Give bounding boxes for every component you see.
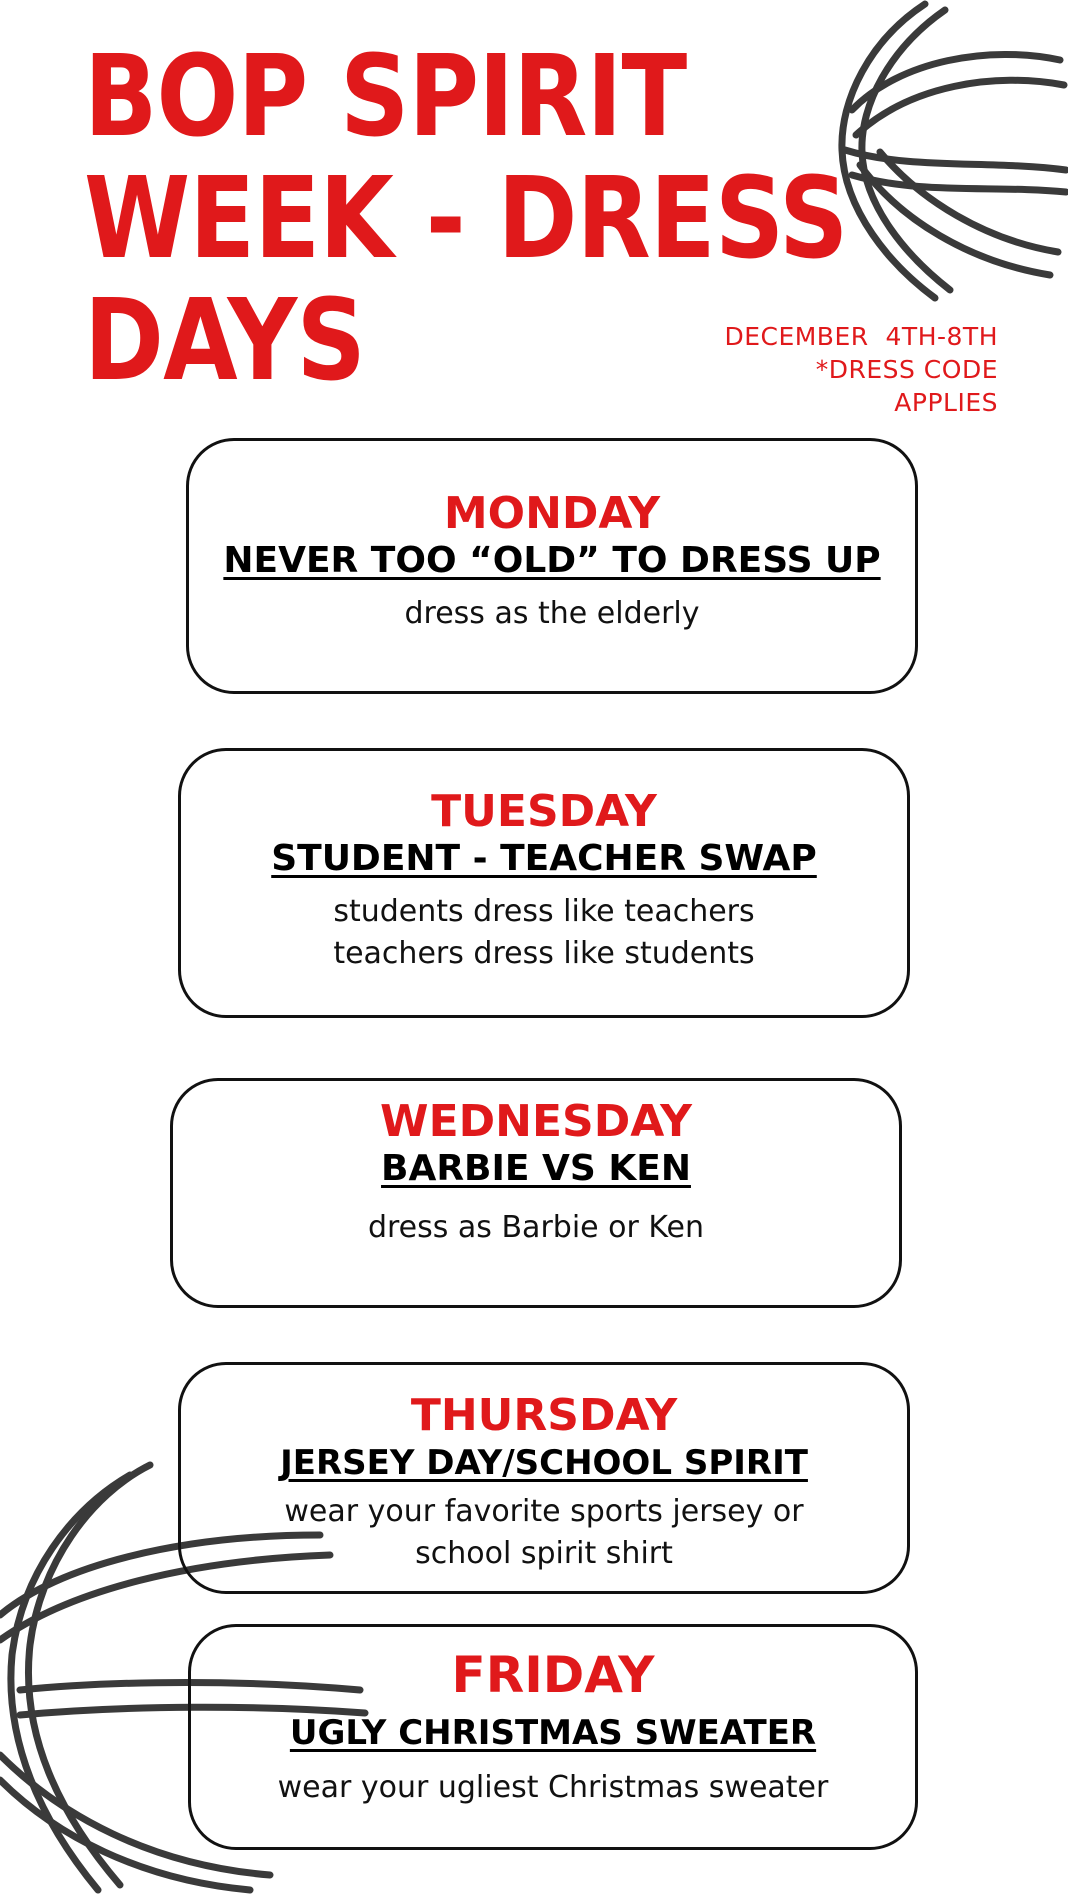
title-line-2: WEEK - DRESS [84, 154, 848, 284]
description-line: dress as the elderly [404, 596, 700, 631]
description-line: teachers dress like students [333, 936, 755, 971]
day-description [173, 1207, 899, 1249]
day-description [189, 593, 915, 635]
day-label: FRIDAY [451, 1646, 655, 1704]
page-title [84, 32, 848, 406]
title-line-1: BOP SPIRIT [84, 32, 687, 162]
day-label: MONDAY [443, 488, 661, 539]
dates-line-3: APPLIES [894, 388, 998, 417]
day-description [191, 1767, 915, 1809]
day-theme: BARBIE VS KEN [381, 1148, 691, 1189]
day-label: TUESDAY [431, 786, 657, 837]
description-line: school spirit shirt [415, 1536, 673, 1571]
description-line: wear your favorite sports jersey or [284, 1494, 804, 1529]
day-description [181, 891, 907, 975]
day-card-wednesday [170, 1078, 902, 1308]
day-card-thursday [178, 1362, 910, 1594]
day-theme: STUDENT - TEACHER SWAP [271, 838, 817, 879]
dates-note [724, 320, 998, 419]
dates-line-2: *DRESS CODE [815, 355, 998, 384]
day-theme: UGLY CHRISTMAS SWEATER [289, 1713, 817, 1753]
description-line: wear your ugliest Christmas sweater [277, 1770, 829, 1805]
day-label: WEDNESDAY [380, 1096, 692, 1147]
day-description [181, 1491, 907, 1575]
day-card-monday [186, 438, 918, 694]
day-card-friday [188, 1624, 918, 1850]
day-theme: JERSEY DAY/SCHOOL SPIRIT [280, 1443, 808, 1483]
basketball-icon [760, 0, 1068, 310]
dates-line-1: DECEMBER 4TH-8TH [724, 322, 998, 351]
title-line-3: DAYS [84, 276, 365, 406]
day-theme: NEVER TOO “OLD” TO DRESS UP [223, 540, 881, 581]
day-card-tuesday [178, 748, 910, 1018]
description-line: students dress like teachers [333, 894, 755, 929]
description-line: dress as Barbie or Ken [367, 1210, 705, 1245]
day-label: THURSDAY [410, 1390, 678, 1441]
